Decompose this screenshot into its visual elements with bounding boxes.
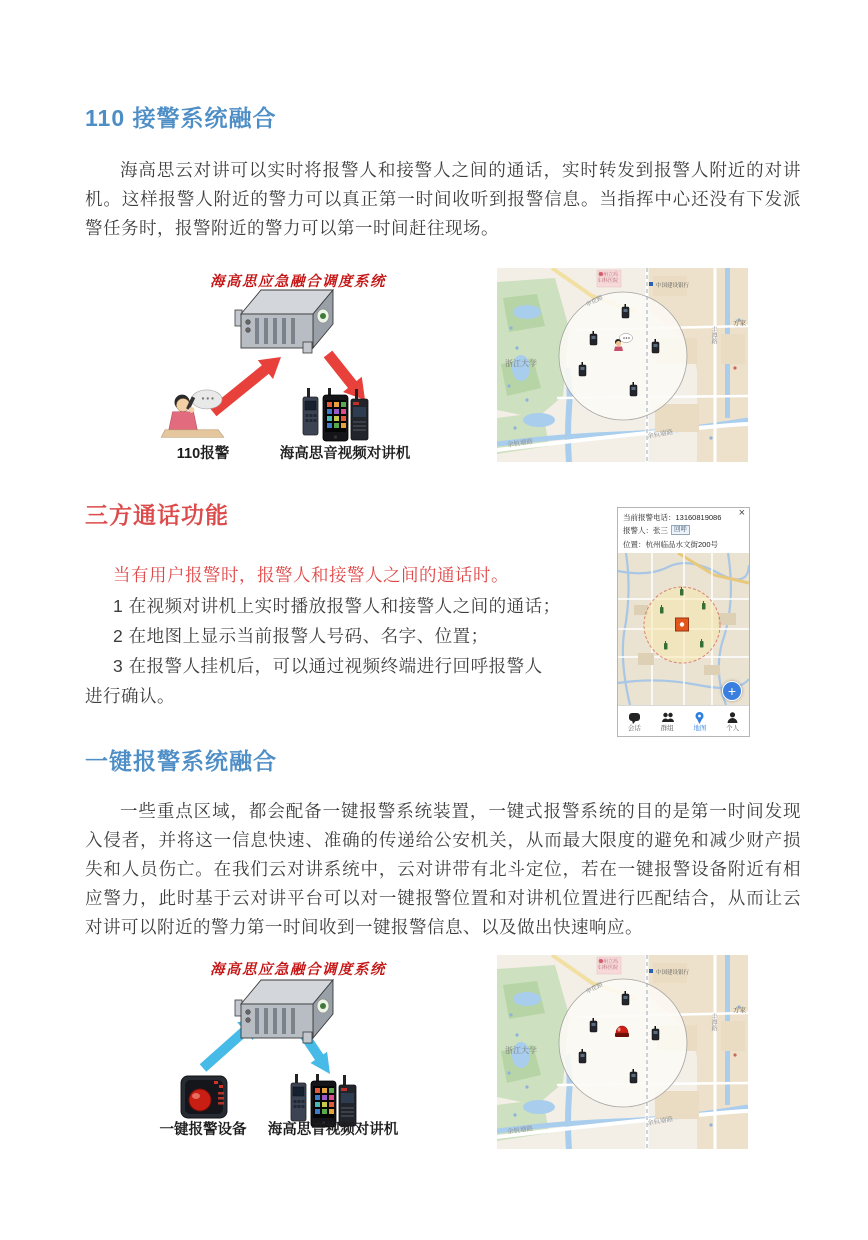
threeway-item-2: 2 在地图上显示当前报警人号码、名字、位置； bbox=[113, 626, 489, 646]
threeway-item-3: 3 在报警人挂机后，可以通过视频终端进行回呼报警人 bbox=[113, 656, 543, 676]
map-label-yuhangtang-road: 余杭塘路 bbox=[506, 1125, 534, 1136]
section-threeway-heading: 三方通话功能 bbox=[85, 502, 229, 528]
diagram-right-label: 海高思音视频对讲机 bbox=[279, 446, 411, 462]
red-arrow-down bbox=[328, 354, 355, 388]
nav-label-chat: 会话 bbox=[627, 724, 641, 732]
one-key-alarm-device-icon bbox=[181, 1076, 227, 1118]
caller-number-line: 当前报警电话：13160819086 bbox=[623, 513, 722, 522]
diagram-left-label: 一键报警设备 bbox=[159, 1122, 247, 1138]
map-label-hospital: 杭州立玛妇科医院 bbox=[598, 272, 619, 284]
threeway-lead: 当有用户报警时，报警人和接警人之间的通话时。 bbox=[113, 565, 509, 585]
dispatch-diagram-110 bbox=[133, 262, 463, 477]
area-map-onekey bbox=[497, 955, 748, 1149]
map-label-yuhangtang-road: 余杭塘路 bbox=[506, 438, 534, 449]
threeway-item-3-cont: 进行确认。 bbox=[85, 686, 175, 706]
reporter-line bbox=[623, 525, 690, 536]
map-pin-icon bbox=[693, 711, 706, 724]
map-label-fengtan-road: 丰潭路 bbox=[710, 1013, 716, 1031]
add-button[interactable]: + bbox=[722, 681, 742, 701]
nav-item-chat[interactable] bbox=[618, 706, 651, 736]
contacts-icon bbox=[661, 711, 674, 724]
server-icon bbox=[235, 980, 333, 1043]
chat-bubble-icon bbox=[628, 711, 641, 724]
phone-nav-bar bbox=[618, 705, 749, 736]
map-label-shenhua-road: 申花路 bbox=[585, 981, 605, 996]
nav-label-profile: 个人 bbox=[726, 724, 740, 732]
map-label-bank: 中国建设银行 bbox=[656, 970, 690, 976]
map-label-fangjia: 方家 bbox=[733, 320, 746, 327]
area-map-110 bbox=[497, 268, 748, 462]
map-label-yuhangtang-road-2: 余杭塘路 bbox=[646, 428, 674, 441]
nav-label-map: 地图 bbox=[693, 724, 707, 732]
map-label-fangjia: 方家 bbox=[733, 1007, 746, 1014]
section-onekey-paragraph: 一些重点区域，都会配备一键报警系统装置，一键式报警系统的目的是第一时间发现入侵者，并将这一信息快速、准确的传递给公安机关，从而最大限度的避免和减少财产损失和人员伤亡。在我们云对讲系统中，云对讲带有北斗定位，若在一键报警设备附近有相应警力，此时基于云对讲平台可以对一键报警位置和对讲机位置进行匹配结合，从而让云对讲可以附近的警力第一时间收到一键报警信息、以及做出快速响应。 bbox=[85, 801, 801, 937]
section-110-paragraph: 海高思云对讲可以实时将报警人和接警人之间的通话，实时转发到报警人附近的对讲机。这样报警人附近的警力可以真正第一时间收听到报警信息。当指挥中心还没有下发派警任务时，报警附近的警力可以第一时间赶往现场。 bbox=[85, 160, 801, 238]
diagram-right-label: 海高思音视频对讲机 bbox=[267, 1122, 399, 1138]
map-label-hospital: 杭州立玛妇科医院 bbox=[598, 959, 619, 971]
threeway-item-1: 1 在视频对讲机上实时播放报警人和接警人之间的通话； bbox=[113, 596, 561, 616]
nav-item-map[interactable] bbox=[684, 706, 717, 736]
section-110-heading: 110 接警系统融合 bbox=[85, 105, 277, 131]
map-label-bank: 中国建设银行 bbox=[656, 283, 690, 289]
map-label-fengtan-road: 丰潭路 bbox=[710, 326, 716, 344]
red-arrow-up bbox=[213, 369, 266, 412]
person-icon bbox=[726, 711, 739, 724]
location-line: 位置：杭州临品水文街200号 bbox=[623, 540, 719, 549]
phone-app-screenshot bbox=[617, 507, 750, 737]
map-label-university: 浙江大学 bbox=[505, 1046, 537, 1055]
callback-button[interactable]: 回呼 bbox=[671, 525, 690, 535]
reporter-label: 报警人：张三 bbox=[623, 526, 668, 535]
diagram-left-label: 110报警 bbox=[176, 446, 230, 462]
map-label-shenhua-road: 申花路 bbox=[585, 294, 605, 309]
server-icon bbox=[235, 290, 333, 353]
dispatch-diagram-onekey-graphic bbox=[133, 952, 463, 1142]
map-label-university: 浙江大学 bbox=[505, 359, 537, 368]
diagram-title: 海高思应急融合调度系统 bbox=[210, 961, 386, 978]
dispatch-diagram-onekey bbox=[133, 952, 463, 1142]
close-icon[interactable]: × bbox=[738, 507, 745, 519]
section-onekey-heading: 一键报警系统融合 bbox=[85, 748, 277, 774]
diagram-title: 海高思应急融合调度系统 bbox=[210, 273, 386, 290]
nav-label-contacts: 群组 bbox=[660, 724, 674, 732]
nav-item-contacts[interactable] bbox=[651, 706, 684, 736]
map-label-yuhangtang-road-2: 余杭塘路 bbox=[646, 1115, 674, 1128]
nav-item-profile[interactable] bbox=[716, 706, 749, 736]
